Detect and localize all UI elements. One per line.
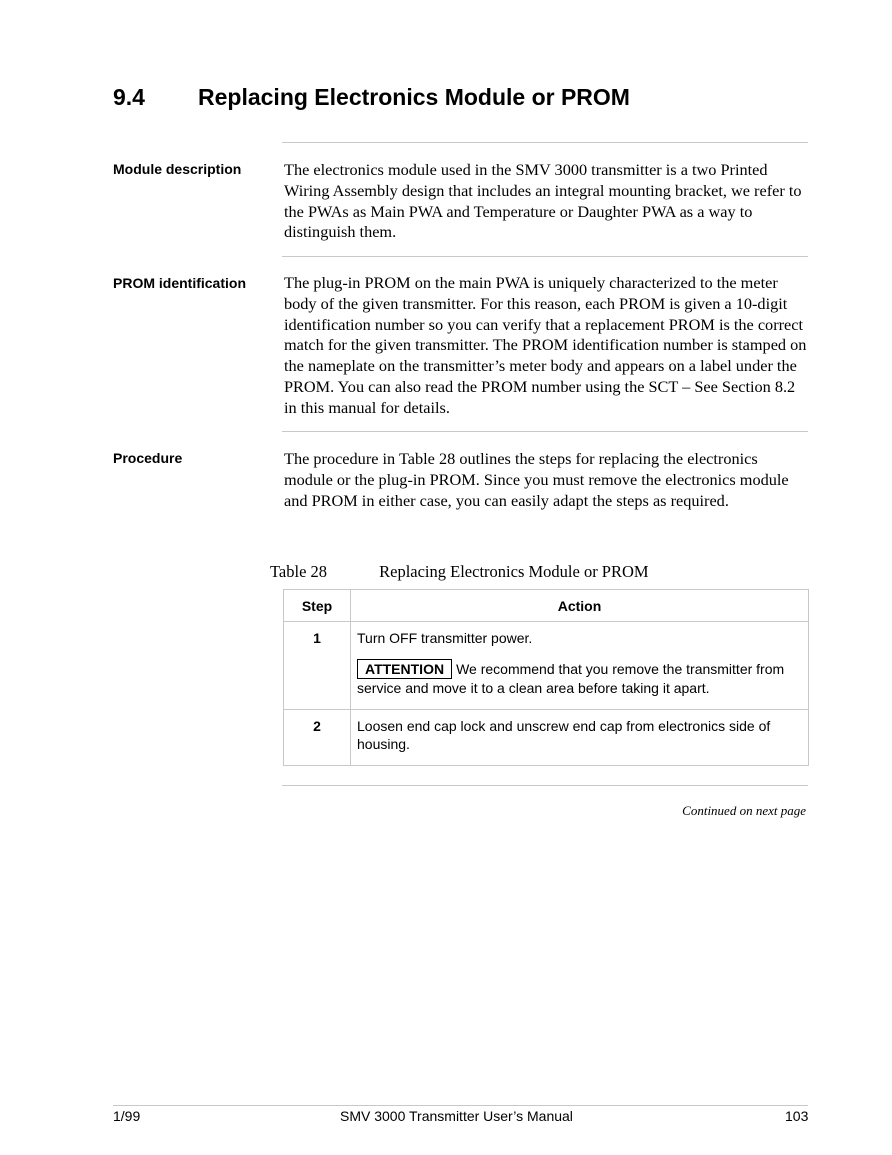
attention-text: We recommend that you remove the transmitter from service and move it to a clean area before taking it apart. <box>357 661 785 696</box>
header-action: Action <box>351 590 809 622</box>
table-row <box>284 710 809 766</box>
table-title: Replacing Electronics Module or PROM <box>379 562 649 581</box>
table-row <box>284 622 809 710</box>
divider <box>282 785 808 786</box>
section-title: Replacing Electronics Module or PROM <box>198 84 630 110</box>
action-text: Turn OFF transmitter power. <box>357 630 533 646</box>
continued-note: Continued on next page <box>682 803 806 818</box>
table-header-row <box>284 590 809 622</box>
step-number: 2 <box>284 710 351 766</box>
module-description-text: The electronics module used in the SMV 3000 transmitter is a two Printed Wiring Assembly design that includes an integral mounting bracket, we refer to the PWAs as Main PWA and Temperature or Daughter PWA as a way to distinguish them. <box>284 160 802 242</box>
section-number: 9.4 <box>113 84 145 110</box>
prom-identification-label: PROM identification <box>113 275 246 291</box>
procedure-label: Procedure <box>113 450 183 466</box>
action-text: Loosen end cap lock and unscrew end cap from electronics side of housing. <box>357 718 771 752</box>
header-step: Step <box>284 590 351 622</box>
attention-badge: ATTENTION <box>357 659 452 679</box>
prom-identification-text: The plug-in PROM on the main PWA is uniquely characterized to the meter body of the given transmitter. For this reason, each PROM is given a 10-digit identification number so you can verify that a replacement PROM is the correct match for the given transmitter. The PROM identification number is stamped on the nameplate on the transmitter’s meter body and appears on a label under the PROM. You can also read the PROM number using the SCT – See Section 8.2 in this manual for details. <box>284 273 807 417</box>
footer-manual-title: SMV 3000 Transmitter User’s Manual <box>340 1108 573 1124</box>
divider <box>282 256 808 257</box>
attention-note <box>357 647 802 697</box>
procedure-text: The procedure in Table 28 outlines the steps for replacing the electronics module or the plug-in PROM. Since you must remove the electronics module and PROM in either case, you can easily adapt the steps as required. <box>284 449 789 510</box>
footer-date: 1/99 <box>113 1108 141 1124</box>
page-number: 103 <box>785 1108 809 1124</box>
footer-divider <box>113 1105 808 1106</box>
procedure-table <box>283 589 809 766</box>
divider <box>282 431 808 432</box>
table-number: Table 28 <box>270 562 328 581</box>
step-action <box>351 622 809 710</box>
table-caption <box>270 562 649 582</box>
module-description-label: Module description <box>113 161 242 177</box>
step-action <box>351 710 809 766</box>
divider <box>282 142 808 143</box>
step-number: 1 <box>284 622 351 710</box>
section-heading <box>113 84 630 111</box>
